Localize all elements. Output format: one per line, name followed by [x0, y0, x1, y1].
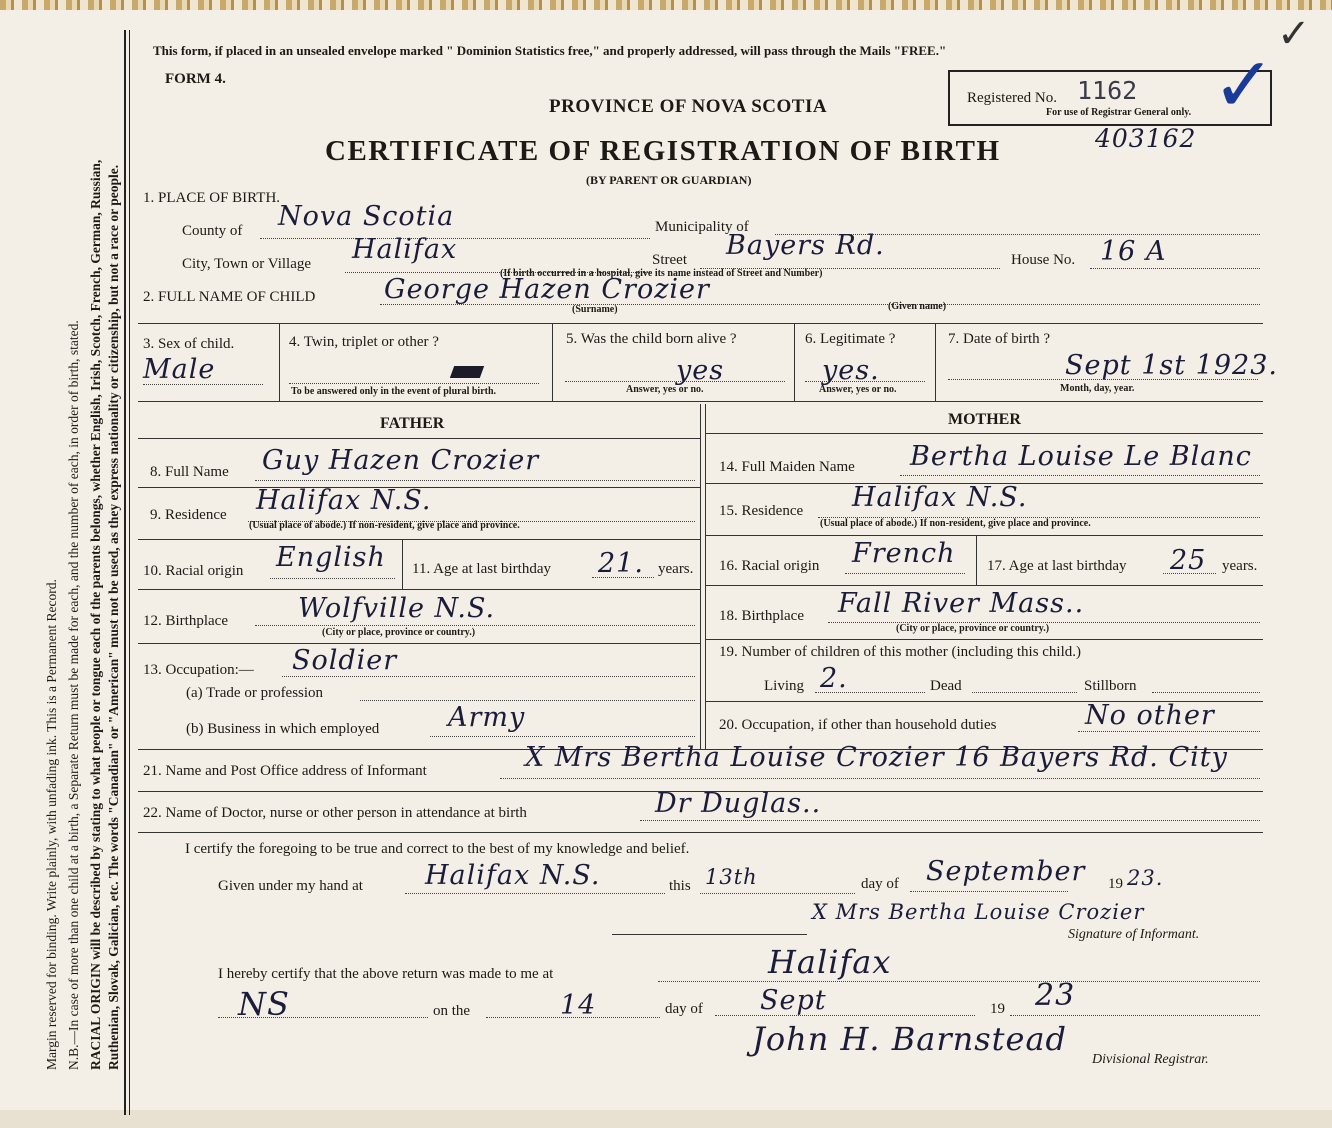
living-label: Living: [764, 678, 804, 694]
father-racial-label: 10. Racial origin: [143, 563, 244, 579]
mother-racial-value: French: [852, 538, 956, 569]
alive-line: [565, 381, 785, 382]
father-heading-rule: [138, 438, 700, 439]
legitimate-value: yes.: [822, 355, 880, 386]
this-day-value: 13th: [705, 865, 758, 889]
stillborn-label: Stillborn: [1084, 678, 1137, 694]
margin-rule-2: [129, 30, 130, 1115]
informant-label: 21. Name and Post Office address of Informant: [143, 763, 427, 779]
father-residence-note: (Usual place of abode.) If non-resident, give place and province.: [249, 520, 520, 531]
check-mark-small: ✓: [1277, 11, 1311, 56]
city-label: City, Town or Village: [182, 256, 312, 272]
col-divider-5: [794, 323, 795, 401]
father-age-line: [592, 577, 654, 578]
mother-age-label: 17. Age at last birthday: [987, 558, 1127, 574]
given-name-note: (Given name): [888, 301, 947, 312]
mother-name-value: Bertha Louise Le Blanc: [910, 441, 1252, 472]
mother-birthplace-note: (City or place, province or country.): [896, 623, 1050, 634]
sex-label: 3. Sex of child.: [143, 336, 235, 352]
father-residence-value: Halifax N.S.: [256, 485, 432, 516]
mother-age-line: [1163, 573, 1216, 574]
col-divider-4: [552, 323, 553, 401]
margin-note-racial-1: RACIAL ORIGIN will be described by stating to what people or tongue each of the parents belongs, whether English, Irish, Scotch, French, German, Russian,: [88, 159, 103, 1070]
given-label: Given under my hand at: [218, 878, 363, 894]
mother-age-divider: [976, 535, 977, 585]
document-title: CERTIFICATE OF REGISTRATION OF BIRTH: [325, 135, 1001, 167]
father-row-4-rule: [138, 643, 700, 644]
paper-bottom-edge: [0, 1110, 1332, 1128]
father-residence-label: 9. Residence: [150, 507, 227, 523]
twin-blot: [450, 366, 484, 378]
mother-birthplace-label: 18. Birthplace: [719, 608, 804, 624]
month-value: September: [926, 856, 1086, 887]
doctor-value: Dr Duglas..: [655, 788, 822, 819]
certify-text: I certify the foregoing to be true and correct to the best of my knowledge and belief.: [185, 841, 690, 857]
parents-divider-1: [700, 404, 701, 749]
municipality-label: Municipality of: [655, 219, 749, 235]
dob-label: 7. Date of birth ?: [948, 331, 1051, 347]
living-line: [815, 692, 925, 693]
county-label: County of: [182, 223, 243, 239]
mother-birthplace-value: Fall River Mass..: [838, 588, 1085, 619]
house-label: House No.: [1011, 252, 1076, 268]
dob-line: [948, 379, 1258, 380]
row-bottom-rule: [138, 401, 1263, 402]
mother-age-unit: years.: [1222, 558, 1258, 574]
father-racial-line: [270, 578, 395, 579]
col-divider-3: [279, 323, 280, 401]
informant-signature: X Mrs Bertha Louise Crozier: [812, 900, 1145, 924]
margin-note-racial-2: Ruthenian, Slovak, Galician, etc. The words "Canadian" or "American" must not be used, as they express nationality or citizenship, but not a race or people.: [106, 164, 121, 1070]
informant-signature-line: [612, 934, 807, 935]
doctor-label: 22. Name of Doctor, nurse or other person in attendance at birth: [143, 805, 527, 821]
registrar-extra-line: [218, 1017, 428, 1018]
mother-occupation-label: 20. Occupation, if other than household duties: [719, 717, 997, 733]
mother-row-4-rule: [705, 639, 1263, 640]
stillborn-line: [1152, 692, 1260, 693]
doctor-line: [640, 820, 1260, 821]
doctor-rule: [138, 832, 1263, 833]
registrar-certify-text: I hereby certify that the above return was made to me at: [218, 966, 554, 982]
dob-value: Sept 1st 1923.: [1065, 350, 1278, 381]
father-age-label: 11. Age at last birthday: [412, 561, 551, 577]
father-occupation-label: 13. Occupation:—: [143, 662, 254, 678]
margin-rule-1: [124, 30, 126, 1115]
house-value: 16 A: [1100, 236, 1167, 267]
registrar-extra-value: NS: [238, 985, 290, 1023]
father-business-line: [430, 736, 695, 737]
mother-residence-value: Halifax N.S.: [852, 482, 1028, 513]
legitimate-label: 6. Legitimate ?: [805, 331, 896, 347]
paper-top-edge: [0, 0, 1332, 10]
day-of-label: day of: [861, 876, 899, 892]
on-the-label: on the: [433, 1003, 471, 1019]
mother-occupation-line: [1078, 731, 1260, 732]
year-prefix: 19: [1108, 876, 1123, 892]
sex-line: [143, 384, 263, 385]
postal-notice: This form, if placed in an unsealed envelope marked " Dominion Statistics free," and properly addressed, will pass through the Mails "FREE.": [153, 43, 947, 58]
place-of-birth-heading: 1. PLACE OF BIRTH.: [143, 190, 281, 206]
registered-label: Registered No.: [967, 90, 1057, 106]
mother-row-2-rule: [705, 535, 1263, 536]
registrar-day-value: 14: [560, 990, 597, 1021]
mother-occupation-value: No other: [1085, 700, 1215, 731]
father-birthplace-value: Wolfville N.S.: [298, 593, 496, 624]
margin-note-multiple: N.B.—In case of more than one child at a birth, a Separate Return must be made for each, and the number of each, in order of birth, stated.: [66, 320, 81, 1070]
twin-note: To be answered only in the event of plural birth.: [291, 386, 497, 397]
this-label: this: [669, 878, 691, 894]
registrar-day-line: [486, 1017, 660, 1018]
father-trade-label: (a) Trade or profession: [186, 685, 324, 701]
informant-line: [500, 778, 1260, 779]
registrar-day-of-label: day of: [665, 1001, 703, 1017]
surname-note: (Surname): [572, 304, 618, 315]
street-value: Bayers Rd.: [726, 230, 885, 261]
child-name-label: 2. FULL NAME OF CHILD: [143, 289, 316, 305]
father-name-value: Guy Hazen Crozier: [262, 445, 540, 476]
registrar-month-line: [715, 1015, 975, 1016]
month-line: [910, 891, 1068, 892]
this-day-line: [700, 893, 855, 894]
mother-children-label: 19. Number of children of this mother (including this child.): [719, 644, 1082, 660]
mother-residence-label: 15. Residence: [719, 503, 804, 519]
father-age-value: 21.: [598, 548, 644, 579]
street-note: (If birth occurred in a hospital, give its name instead of Street and Number): [500, 268, 823, 279]
sex-value: Male: [143, 354, 216, 385]
mother-residence-note: (Usual place of abode.) If non-resident, give place and province.: [820, 518, 1091, 529]
check-mark-large: ✓: [1212, 44, 1276, 128]
mother-age-value: 25: [1170, 545, 1207, 576]
father-business-label: (b) Business in which employed: [186, 721, 380, 737]
province-heading: PROVINCE OF NOVA SCOTIA: [549, 96, 828, 117]
handwritten-number: 403162: [1095, 124, 1197, 153]
dead-line: [972, 692, 1077, 693]
mother-heading: MOTHER: [948, 411, 1021, 428]
father-trade-line: [360, 700, 695, 701]
registrar-label: Divisional Registrar.: [1092, 1052, 1209, 1067]
year-value: 23.: [1127, 866, 1164, 890]
registrar-year-prefix: 19: [990, 1001, 1005, 1017]
informant-value: X Mrs Bertha Louise Crozier 16 Bayers Rd. City: [525, 742, 1228, 773]
county-value: Nova Scotia: [278, 201, 455, 232]
father-occupation-line: [282, 676, 695, 677]
mother-racial-label: 16. Racial origin: [719, 558, 820, 574]
legitimate-line: [805, 381, 925, 382]
mother-row-3-rule: [705, 585, 1263, 586]
twin-line: [289, 383, 539, 384]
registrar-year-line: [1010, 1015, 1260, 1016]
child-name-value: George Hazen Crozier: [384, 274, 710, 305]
informant-signature-label: Signature of Informant.: [1068, 927, 1200, 942]
dead-label: Dead: [930, 678, 962, 694]
registrar-place-value: Halifax: [768, 943, 892, 981]
registrar-place-line: [658, 981, 1260, 982]
house-line: [1090, 268, 1260, 269]
father-name-line: [255, 480, 695, 481]
col-divider-6: [935, 323, 936, 401]
legitimate-note: Answer, yes or no.: [819, 384, 897, 395]
mother-name-line: [900, 475, 1260, 476]
father-row-3-rule: [138, 589, 700, 590]
living-value: 2.: [820, 663, 848, 694]
father-business-value: Army: [448, 702, 526, 733]
registered-number: 1162: [1077, 76, 1138, 105]
dob-note: Month, day, year.: [1060, 383, 1135, 394]
father-age-unit: years.: [658, 561, 694, 577]
father-row-2-rule: [138, 539, 700, 540]
registrar-signature: John H. Barnstead: [752, 1020, 1068, 1058]
given-place-value: Halifax N.S.: [425, 860, 601, 891]
twin-label: 4. Twin, triplet or other ?: [289, 334, 439, 350]
father-racial-value: English: [276, 542, 386, 573]
father-age-divider: [402, 539, 403, 589]
document-subtitle: (BY PARENT OR GUARDIAN): [586, 173, 752, 187]
row-top-rule: [138, 323, 1263, 324]
registrar-month-value: Sept: [760, 985, 827, 1016]
father-birthplace-note: (City or place, province or country.): [322, 627, 476, 638]
mother-heading-rule: [705, 433, 1263, 434]
street-label: Street: [652, 252, 687, 268]
alive-label: 5. Was the child born alive ?: [566, 331, 737, 347]
given-place-line: [405, 893, 665, 894]
margin-note-binding: Margin reserved for binding. Write plainly, with unfading ink. This is a Permanent Record.: [44, 579, 59, 1070]
father-occupation-value: Soldier: [292, 645, 398, 676]
father-name-label: 8. Full Name: [150, 464, 229, 480]
registrar-year-value: 23: [1035, 978, 1076, 1013]
parents-divider-2: [705, 404, 706, 749]
alive-note: Answer, yes or no.: [626, 384, 704, 395]
registrar-note: For use of Registrar General only.: [1046, 107, 1192, 118]
father-birthplace-line: [255, 625, 695, 626]
city-value: Halifax: [352, 234, 458, 265]
form-number: FORM 4.: [165, 71, 226, 87]
mother-name-label: 14. Full Maiden Name: [719, 459, 855, 475]
alive-value: yes: [676, 355, 725, 386]
mother-racial-line: [845, 573, 965, 574]
father-heading: FATHER: [380, 415, 445, 432]
father-birthplace-label: 12. Birthplace: [143, 613, 228, 629]
